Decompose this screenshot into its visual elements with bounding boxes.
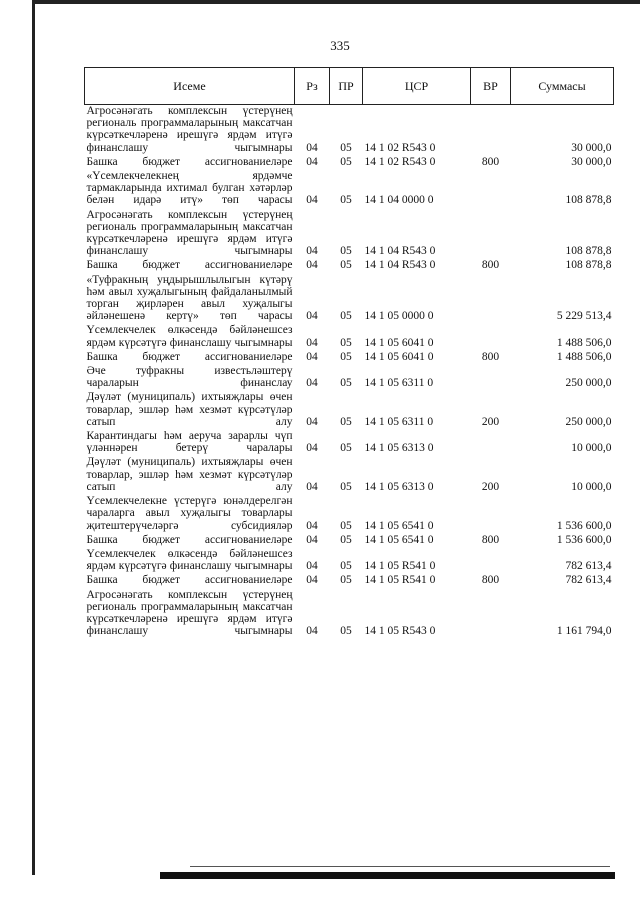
row-name: Башка бюджет ассигнованиеләре (86, 350, 293, 363)
row-rz: 04 (306, 533, 318, 546)
table-row (85, 456, 614, 495)
row-sum: 1 161 794,0 (556, 625, 612, 638)
row-name: Башка бюджет ассигнованиеләре (86, 155, 293, 168)
row-pr: 05 (340, 245, 352, 258)
row-pr: 05 (340, 336, 352, 349)
row-csr: 14 1 05 6541 0 (364, 533, 434, 546)
row-csr: 14 1 05 6311 0 (364, 377, 434, 390)
row-rz: 04 (306, 155, 318, 168)
row-vr: 800 (481, 350, 500, 363)
row-name: Дәүләт (муниципаль) ихтыяҗлары өчен товарлар, эшләр һәм хезмәт күрсәтүләр сатып алу (86, 391, 293, 428)
row-pr: 05 (340, 350, 352, 363)
header-sum: Суммасы (511, 68, 614, 105)
row-name: Үсемлекчелекне үстерүгә юнәлдерелгән чараларга авыл хуҗалыгы товарлары җитештерүчеләргә субсидияләр (86, 495, 293, 532)
row-name: «Үсемлекчелекнең ярдәмче тармакларында ихтимал булган хәтәрләр белән идарә итү» төп чарасы (86, 170, 293, 207)
row-sum: 5 229 513,4 (556, 310, 612, 323)
row-rz: 04 (306, 245, 318, 258)
row-sum: 30 000,0 (571, 141, 612, 154)
row-sum: 108 878,8 (565, 259, 612, 272)
row-rz: 04 (306, 350, 318, 363)
row-vr: 800 (481, 155, 500, 168)
row-name: Агросәнәгать комплексын үстерүнең региональ программаларының максатчан күрсәткечләренә ирешүгә ярдәм итүгә финанслашу чыгымнары (86, 105, 293, 154)
row-rz: 04 (306, 141, 318, 154)
row-csr: 14 1 05 R541 0 (364, 574, 436, 587)
row-name: Агросәнәгать комплексын үстерүнең региональ программаларының максатчан күрсәткечләренә ирешүгә ярдәм итүгә финанслашу чыгымнары (86, 588, 293, 638)
table-row (85, 365, 614, 391)
row-pr: 05 (340, 141, 352, 154)
row-name: Үсемлекчелек өлкәсендә бәйләнешсез ярдәм күрсәтүгә финанслашу чыгымнары (86, 324, 293, 349)
table-body (85, 105, 614, 640)
row-pr: 05 (340, 533, 352, 546)
row-name: «Туфракның уңдырышлылыгын күтәрү һәм авыл хуҗалыгының файдаланылмый торган җирләрен авыл хуҗалыгы әйләнешенә кертү» төп чарасы (86, 273, 293, 323)
row-vr (471, 430, 511, 456)
row-sum: 250 000,0 (565, 415, 612, 428)
row-csr: 14 1 05 6541 0 (364, 519, 434, 532)
row-sum: 10 000,0 (571, 442, 612, 455)
row-csr: 14 1 05 6041 0 (364, 350, 434, 363)
table-row (85, 589, 614, 640)
page-number: 335 (330, 38, 350, 53)
header-row (85, 68, 614, 105)
row-csr: 14 1 05 6313 0 (364, 442, 434, 455)
row-rz: 04 (306, 574, 318, 587)
table-row (85, 430, 614, 456)
row-pr: 05 (340, 377, 352, 390)
row-name: Дәүләт (муниципаль) ихтыяҗлары өчен товарлар, эшләр һәм хезмәт күрсәтүләр сатып алу (86, 456, 293, 493)
table-row (85, 259, 614, 273)
row-vr (471, 589, 511, 640)
budget-table (84, 67, 614, 639)
table-header (85, 68, 614, 105)
row-rz: 04 (306, 259, 318, 272)
row-csr: 14 1 02 R543 0 (364, 155, 436, 168)
row-rz: 04 (306, 480, 318, 493)
row-vr: 800 (481, 574, 500, 587)
row-pr: 05 (340, 625, 352, 638)
row-vr: 800 (481, 259, 500, 272)
row-sum: 1 488 506,0 (556, 336, 612, 349)
row-csr: 14 1 02 R543 0 (364, 141, 436, 154)
row-pr: 05 (340, 310, 352, 323)
row-vr: 200 (481, 415, 500, 428)
scan-border-bottom (160, 872, 615, 879)
table-row (85, 324, 614, 350)
row-pr: 05 (340, 155, 352, 168)
scan-border-left (32, 0, 35, 875)
row-csr: 14 1 05 R543 0 (364, 625, 436, 638)
scan-line-bottom (190, 866, 610, 867)
row-pr: 05 (340, 442, 352, 455)
table-row (85, 351, 614, 365)
table-row (85, 391, 614, 430)
row-csr: 14 1 04 R543 0 (364, 259, 436, 272)
row-rz: 04 (306, 336, 318, 349)
row-rz: 04 (306, 560, 318, 573)
header-rz: Рз (295, 68, 330, 105)
row-sum: 782 613,4 (565, 574, 612, 587)
header-name: Исеме (85, 68, 295, 105)
table-row (85, 574, 614, 588)
row-sum: 108 878,8 (565, 194, 612, 207)
row-rz: 04 (306, 519, 318, 532)
row-name: Башка бюджет ассигнованиеләре (86, 533, 293, 546)
row-vr (471, 548, 511, 574)
row-csr: 14 1 05 6311 0 (364, 415, 434, 428)
table-row (85, 495, 614, 534)
row-vr (471, 105, 511, 156)
row-name: Башка бюджет ассигнованиеләре (86, 574, 293, 587)
row-rz: 04 (306, 194, 318, 207)
row-sum: 782 613,4 (565, 560, 612, 573)
row-pr: 05 (340, 415, 352, 428)
row-sum: 1 536 600,0 (556, 533, 612, 546)
header-pr: ПР (330, 68, 363, 105)
table-row (85, 534, 614, 548)
row-csr: 14 1 04 0000 0 (364, 194, 434, 207)
scan-border-top (32, 0, 640, 4)
row-rz: 04 (306, 442, 318, 455)
row-name: Агросәнәгать комплексын үстерүнең региональ программаларының максатчан күрсәткечләренә ирешүгә ярдәм итүгә финанслашу чыгымнары (86, 208, 293, 258)
row-sum: 108 878,8 (565, 245, 612, 258)
row-sum: 1 488 506,0 (556, 350, 612, 363)
row-pr: 05 (340, 480, 352, 493)
row-name: Әче туфракны известьләштерү чараларын финанслау (86, 365, 293, 390)
row-csr: 14 1 05 0000 0 (364, 310, 434, 323)
row-vr (471, 324, 511, 350)
row-vr (471, 365, 511, 391)
header-csr: ЦСР (363, 68, 471, 105)
table-row (85, 274, 614, 325)
row-vr: 800 (481, 533, 500, 546)
table-row (85, 209, 614, 260)
row-vr (471, 170, 511, 209)
row-vr (471, 495, 511, 534)
row-rz: 04 (306, 625, 318, 638)
row-name: Үсемлекчелек өлкәсендә бәйләнешсез ярдәм күрсәтүгә финанслашу чыгымнары (86, 547, 293, 573)
row-rz: 04 (306, 415, 318, 428)
row-csr: 14 1 05 6313 0 (364, 480, 434, 493)
row-vr (471, 209, 511, 260)
table-row (85, 105, 614, 156)
row-name: Башка бюджет ассигнованиеләре (86, 259, 293, 272)
row-csr: 14 1 04 R543 0 (364, 245, 436, 258)
row-rz: 04 (306, 310, 318, 323)
row-pr: 05 (340, 574, 352, 587)
table-row (85, 156, 614, 170)
table-row (85, 548, 614, 574)
row-sum: 250 000,0 (565, 377, 612, 390)
header-vr: ВР (471, 68, 511, 105)
row-pr: 05 (340, 560, 352, 573)
row-csr: 14 1 05 6041 0 (364, 336, 434, 349)
row-name: Карантиндагы һәм аеруча зарарлы чүп үләннәрен бетерү чаралары (86, 430, 293, 455)
row-csr: 14 1 05 R541 0 (364, 560, 436, 573)
table-row (85, 170, 614, 209)
row-pr: 05 (340, 259, 352, 272)
row-pr: 05 (340, 519, 352, 532)
row-sum: 1 536 600,0 (556, 519, 612, 532)
row-vr: 200 (481, 480, 500, 493)
row-pr: 05 (340, 194, 352, 207)
row-sum: 10 000,0 (571, 480, 612, 493)
row-vr (471, 274, 511, 325)
row-rz: 04 (306, 377, 318, 390)
row-sum: 30 000,0 (571, 155, 612, 168)
